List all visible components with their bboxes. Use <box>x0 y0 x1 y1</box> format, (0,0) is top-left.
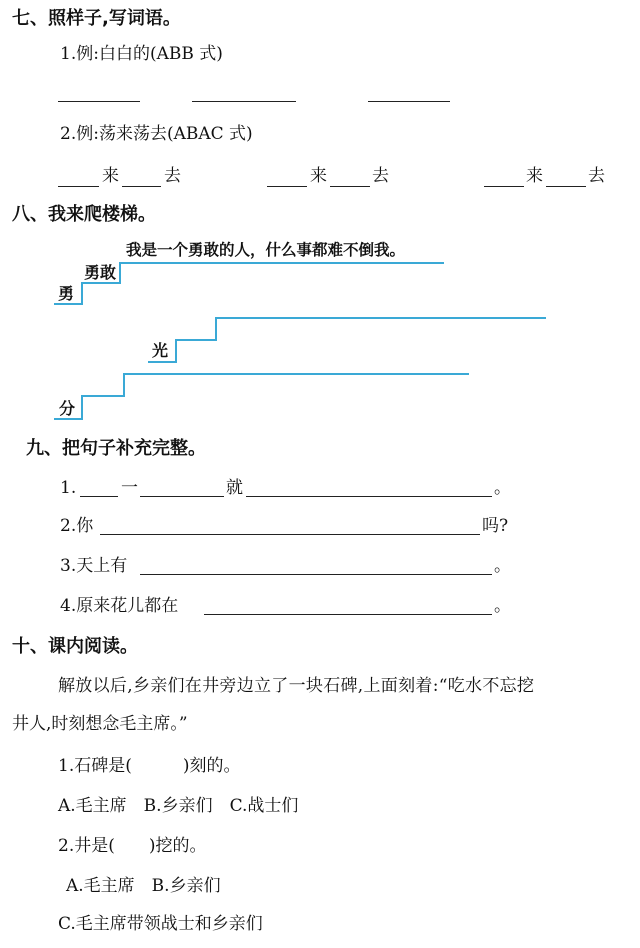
answer-blank[interactable] <box>330 186 370 187</box>
answer-blank[interactable] <box>140 574 492 575</box>
section-7-title: 七、照样子,写词语。 <box>12 8 181 29</box>
answer-blank[interactable] <box>267 186 307 187</box>
answer-blank[interactable] <box>546 186 586 187</box>
lai-char: 来 <box>526 166 543 186</box>
q9-4-start: 4.原来花儿都在 <box>60 596 179 616</box>
q10-1-question: 1.石碑是( )刻的。 <box>58 756 241 776</box>
answer-blank[interactable] <box>140 496 224 497</box>
stair1-top-sentence: 我是一个勇敢的人，什么事都难不倒我。 <box>126 241 406 259</box>
q9-3-start: 3.天上有 <box>60 556 128 576</box>
section-9-title: 九、把句子补充完整。 <box>26 438 206 459</box>
stair3-label: 分 <box>59 399 76 418</box>
answer-blank[interactable] <box>100 534 480 535</box>
q9-3-end: 。 <box>494 556 511 576</box>
q7-2-example: 2.例:荡来荡去(ABAC 式) <box>60 124 253 144</box>
answer-blank[interactable] <box>80 496 118 497</box>
q9-2-start: 2.你 <box>60 516 94 536</box>
q9-1-number: 1. <box>60 478 77 498</box>
q10-1-options: A.毛主席 B.乡亲们 C.战士们 <box>58 796 299 816</box>
answer-blank[interactable] <box>122 186 161 187</box>
lai-char: 来 <box>102 166 119 186</box>
answer-blank[interactable] <box>58 186 99 187</box>
answer-blank[interactable] <box>246 496 492 497</box>
reading-paragraph-line1: 解放以后,乡亲们在井旁边立了一块石碑,上面刻着:“吃水不忘挖 <box>58 676 535 696</box>
answer-blank[interactable] <box>484 186 524 187</box>
qu-char: 去 <box>164 166 181 186</box>
stair2-label: 光 <box>152 341 169 360</box>
q9-1-end: 。 <box>494 478 511 498</box>
section-8-title: 八、我来爬楼梯。 <box>12 204 156 225</box>
q10-2-options-ab: A.毛主席 B.乡亲们 <box>66 876 221 896</box>
stair1-step1-text: 勇 <box>58 284 75 303</box>
answer-blank[interactable] <box>368 101 450 102</box>
q9-1-jiu: 就 <box>226 478 243 498</box>
stair-line-3 <box>54 374 469 419</box>
lai-char: 来 <box>310 166 327 186</box>
q10-2-option-c: C.毛主席带领战士和乡亲们 <box>58 914 263 934</box>
section-10-title: 十、课内阅读。 <box>12 636 138 657</box>
q9-2-end: 吗? <box>482 516 509 536</box>
reading-paragraph-line2: 井人,时刻想念毛主席。” <box>12 714 188 734</box>
q9-4-end: 。 <box>494 596 511 616</box>
answer-blank[interactable] <box>58 101 140 102</box>
answer-blank[interactable] <box>192 101 296 102</box>
q9-1-yi: 一 <box>121 478 138 498</box>
q10-2-question: 2.井是( )挖的。 <box>58 836 207 856</box>
qu-char: 去 <box>588 166 605 186</box>
q7-1-example: 1.例:白白的(ABB 式) <box>60 44 223 64</box>
qu-char: 去 <box>372 166 389 186</box>
answer-blank[interactable] <box>204 614 492 615</box>
stair1-step2-text: 勇敢 <box>84 263 117 282</box>
stair-line-2 <box>148 318 546 362</box>
